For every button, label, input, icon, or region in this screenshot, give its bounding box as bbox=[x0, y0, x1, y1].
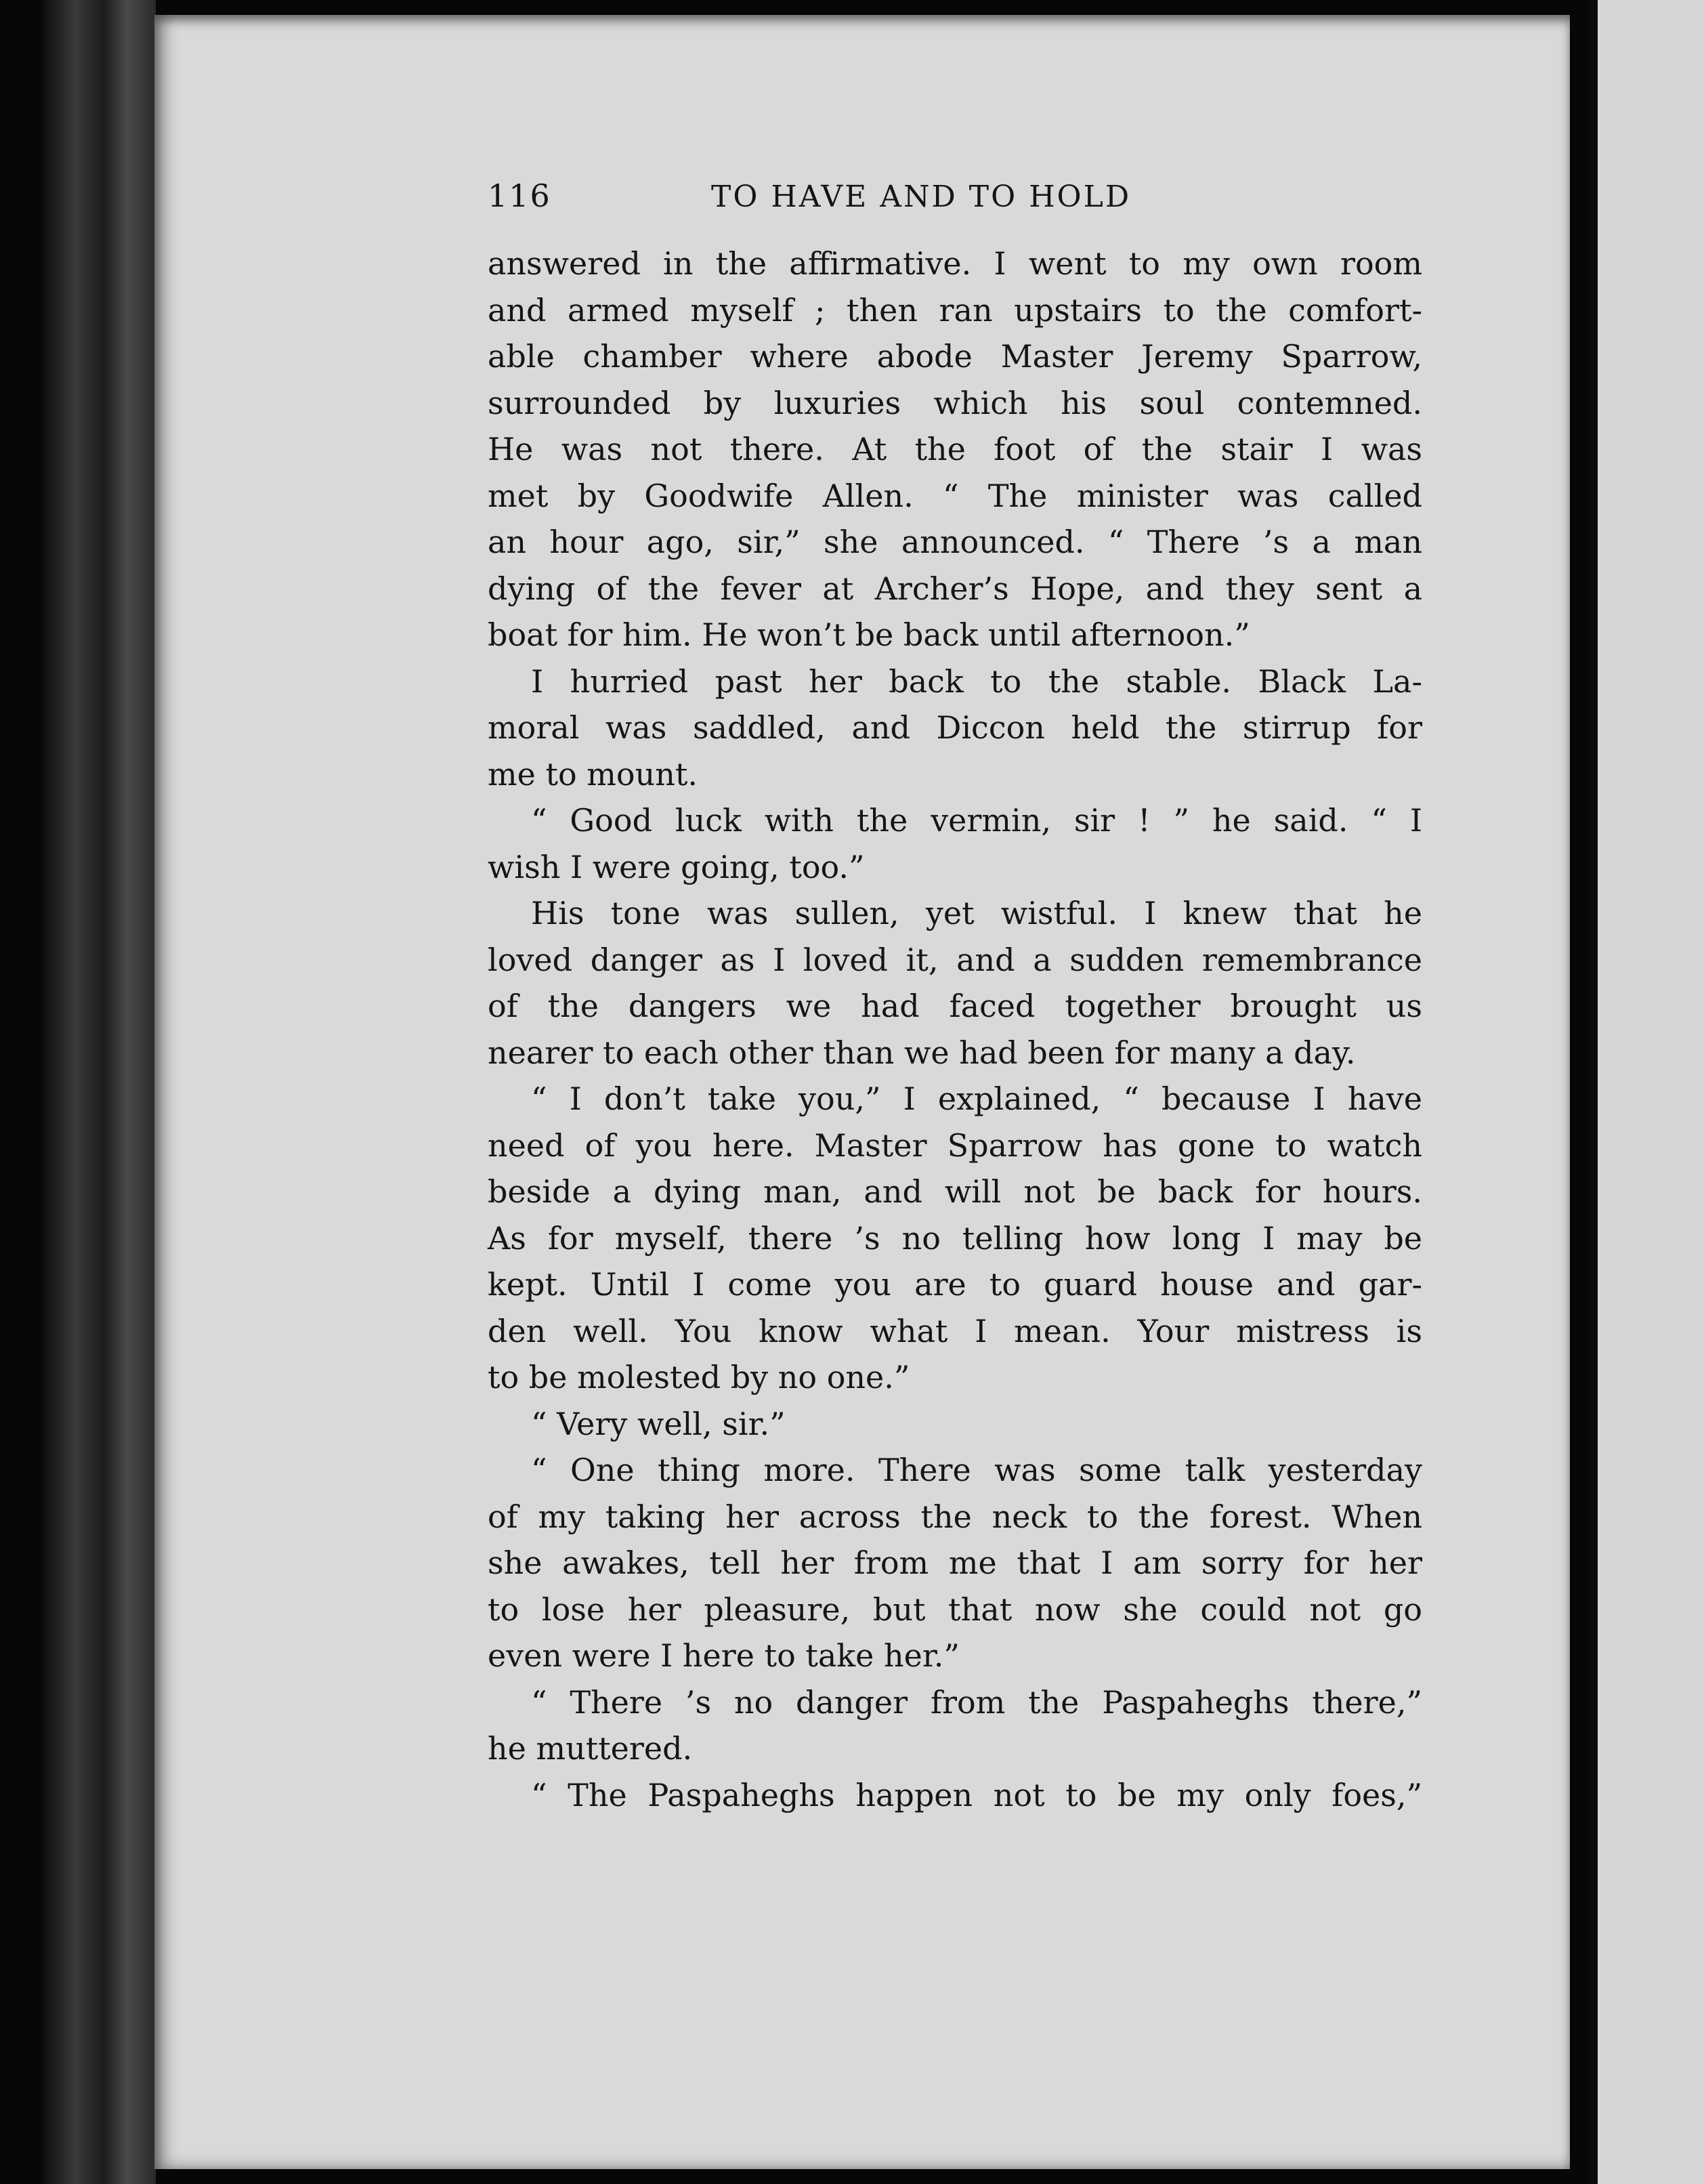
text-line: surrounded by luxuries which his soul contemned. bbox=[488, 384, 1422, 421]
text-line: moral was saddled, and Diccon held the stirrup for bbox=[488, 709, 1422, 746]
text-line: I hurried past her back to the stable. Black La- bbox=[531, 663, 1422, 700]
text-line: an hour ago, sir,” she announced. “ There ’s a man bbox=[488, 524, 1422, 560]
text-line: “ The Paspaheghs happen not to be my only foes,” bbox=[531, 1776, 1422, 1813]
text-line: he muttered. bbox=[488, 1730, 693, 1767]
text-line: and armed myself ; then ran upstairs to the comfort- bbox=[488, 291, 1422, 329]
text-line: she awakes, tell her from me that I am sorry for her bbox=[488, 1545, 1422, 1581]
text-line: dying of the fever at Archer’s Hope, and they sent a bbox=[488, 570, 1422, 607]
page-header bbox=[488, 173, 1422, 240]
text-line: of my taking her across the neck to the forest. When bbox=[488, 1498, 1422, 1535]
text-line: met by Goodwife Allen. “ The minister was called bbox=[488, 477, 1422, 514]
text-line: me to mount. bbox=[488, 755, 698, 793]
text-line: “ Very well, sir.” bbox=[531, 1405, 786, 1442]
text-line: den well. You know what I mean. Your mistress is bbox=[488, 1312, 1422, 1349]
text-line: kept. Until I come you are to guard house and gar- bbox=[488, 1266, 1422, 1303]
text-line: need of you here. Master Sparrow has gone to watch bbox=[488, 1127, 1422, 1164]
running-title: TO HAVE AND TO HOLD bbox=[711, 180, 1132, 214]
text-line: answered in the affirmative. I went to my own room bbox=[488, 245, 1422, 282]
text-line: nearer to each other than we had been for many a day. bbox=[488, 1034, 1356, 1071]
facing-page-edge bbox=[1588, 0, 1704, 2184]
book-spine bbox=[41, 0, 156, 2184]
text-line: His tone was sullen, yet wistful. I knew that he bbox=[531, 895, 1422, 931]
text-line: “ I don’t take you,” I explained, “ because I have bbox=[531, 1080, 1422, 1117]
text-line: He was not there. At the foot of the stair I was bbox=[488, 431, 1422, 467]
text-line: “ One thing more. There was some talk yesterday bbox=[531, 1452, 1422, 1488]
text-line: beside a dying man, and will not be back for hours. bbox=[488, 1173, 1422, 1210]
page-number: 116 bbox=[488, 177, 551, 214]
text-line: able chamber where abode Master Jeremy Sparrow, bbox=[488, 338, 1422, 375]
page-text bbox=[488, 173, 1422, 1818]
text-line: loved danger as I loved it, and a sudden remembrance bbox=[488, 941, 1422, 978]
text-line: “ Good luck with the vermin, sir ! ” he said. “ I bbox=[531, 802, 1422, 839]
text-line: “ There ’s no danger from the Paspaheghs there,” bbox=[531, 1683, 1422, 1721]
text-line: to be molested by no one.” bbox=[488, 1359, 910, 1395]
text-line: wish I were going, too.” bbox=[488, 848, 865, 885]
text-line: even were I here to take her.” bbox=[488, 1637, 960, 1674]
text-line: of the dangers we had faced together brought us bbox=[488, 988, 1422, 1024]
text-line: to lose her pleasure, but that now she could not go bbox=[488, 1591, 1422, 1628]
text-line: boat for him. He won’t be back until afternoon.” bbox=[488, 616, 1250, 653]
text-line: As for myself, there ’s no telling how long I may be bbox=[488, 1219, 1422, 1257]
